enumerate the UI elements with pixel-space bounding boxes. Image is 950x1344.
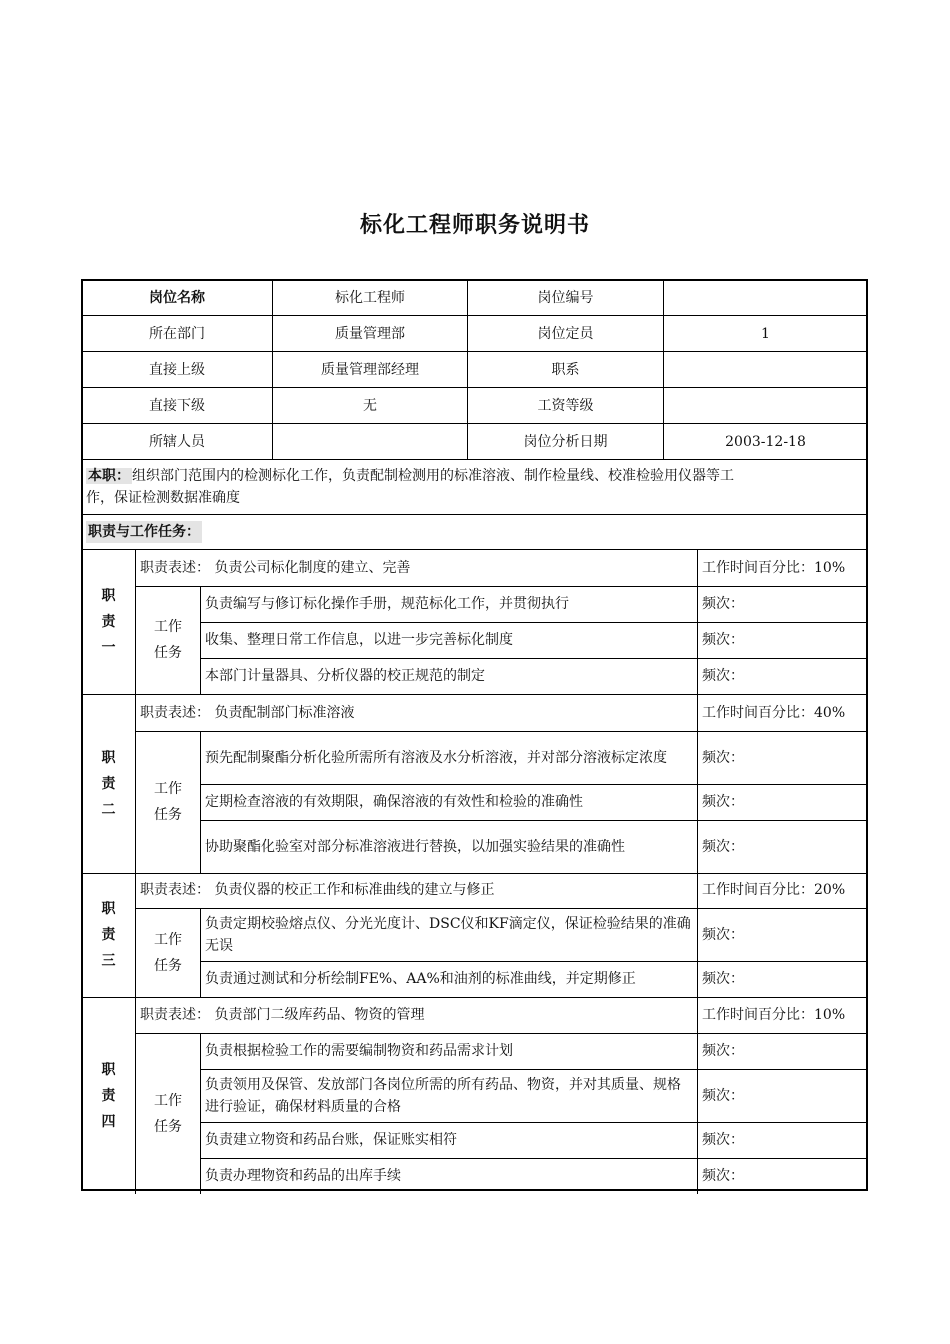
task-frequency: 频次： <box>702 1087 744 1104</box>
label-department: 所在部门 <box>149 325 205 342</box>
value-position-code <box>664 281 867 315</box>
task-frequency: 频次： <box>702 1168 744 1184</box>
task-frequency: 频次： <box>702 971 744 987</box>
value-analysis-date: 2003-12-18 <box>725 433 806 450</box>
task-text: 负责通过测试和分析绘制FE%、AA%和油剂的标准曲线，并定期修正 <box>205 971 636 987</box>
task-text: 负责编写与修订标化操作手册，规范标化工作，并贯彻执行 <box>205 596 569 612</box>
task-frequency: 频次： <box>702 838 744 855</box>
duty-label <box>82 550 135 694</box>
label-position-name: 岗位名称 <box>149 290 205 306</box>
value-job-family <box>664 352 867 387</box>
duty-label-char: 责 <box>101 776 116 792</box>
label-salary-grade: 工资等级 <box>537 397 594 414</box>
task-text: 负责定期校验熔点仪、分光光度计、DSC仪和KF滴定仪，保证检验结果的准确无误 <box>205 915 691 954</box>
value-supervisor: 质量管理部经理 <box>321 361 419 378</box>
task-text: 负责办理物资和药品的出库手续 <box>205 1168 401 1184</box>
duty-label <box>82 872 135 997</box>
duty-label-char: 责 <box>101 926 116 943</box>
task-label <box>136 586 200 694</box>
label-position-code: 岗位编号 <box>537 290 594 306</box>
task-frequency: 频次： <box>702 632 744 648</box>
duty-label-char: 二 <box>101 802 116 818</box>
duty-time-percent: 工作时间百分比：20% <box>702 882 846 898</box>
duty-label-char: 一 <box>101 640 116 656</box>
duty-label-char: 责 <box>101 1087 116 1104</box>
task-text: 定期检查溶液的有效期限，确保溶液的有效性和检验的准确性 <box>205 794 583 810</box>
duties-header: 职责与工作任务： <box>82 515 867 549</box>
task-text: 负责建立物资和药品台账，保证账实相符 <box>205 1132 457 1148</box>
value-staff <box>273 424 467 459</box>
duty-statement: 职责表述： 负责部门二级库药品、物资的管理 <box>140 1007 425 1023</box>
label-supervisor: 直接上级 <box>149 361 205 378</box>
task-text: 负责根据检验工作的需要编制物资和药品需求计划 <box>205 1043 513 1059</box>
duty-label-char: 职 <box>101 1061 116 1078</box>
value-position-name: 标化工程师 <box>335 290 405 306</box>
task-label <box>136 908 200 997</box>
task-label-part: 任务 <box>154 1118 182 1135</box>
task-label-part: 任务 <box>154 807 182 823</box>
task-frequency: 频次： <box>702 749 744 766</box>
duty-time-percent: 工作时间百分比：10% <box>702 560 846 576</box>
task-label-part: 工作 <box>154 1092 182 1109</box>
task-label-part: 任务 <box>154 645 182 661</box>
duty-label-char: 职 <box>101 750 116 766</box>
value-headcount: 1 <box>761 325 770 342</box>
label-job-family: 职系 <box>551 361 580 378</box>
task-label-part: 任务 <box>154 957 182 974</box>
summary-line-1: 组织部门范围内的检测标化工作，负责配制检测用的标准溶液、制作检量线、校准检验用仪器等工 <box>132 468 734 484</box>
task-label <box>136 731 200 873</box>
task-label-part: 工作 <box>154 781 182 797</box>
duty-label <box>82 695 135 873</box>
document-title: 标化工程师职务说明书 <box>359 213 590 238</box>
duty-label-char: 职 <box>101 588 116 604</box>
task-text: 本部门计量器具、分析仪器的校正规范的制定 <box>205 668 485 684</box>
task-text: 收集、整理日常工作信息，以进一步完善标化制度 <box>205 632 513 648</box>
task-text: 协助聚酯化验室对部分标准溶液进行替换，以加强实验结果的准确性 <box>205 838 625 855</box>
label-subordinate: 直接下级 <box>149 397 205 414</box>
task-frequency: 频次： <box>702 1043 744 1059</box>
duty-statement: 职责表述： 负责公司标化制度的建立、完善 <box>140 560 411 576</box>
task-frequency: 频次： <box>702 596 744 612</box>
duty-time-percent: 工作时间百分比：40% <box>702 705 846 721</box>
task-frequency: 频次： <box>702 926 744 943</box>
task-frequency: 频次： <box>702 668 744 684</box>
duty-label <box>82 997 135 1194</box>
task-frequency: 频次： <box>702 1132 744 1148</box>
task-frequency: 频次： <box>702 794 744 810</box>
value-department: 质量管理部 <box>335 325 405 342</box>
value-subordinate: 无 <box>363 397 377 414</box>
duty-label-char: 四 <box>101 1113 116 1130</box>
label-staff: 所辖人员 <box>149 433 205 450</box>
label-analysis-date: 岗位分析日期 <box>523 433 608 450</box>
value-salary-grade <box>664 388 867 423</box>
task-text: 预先配制聚酯分析化验所需所有溶液及水分析溶液，并对部分溶液标定浓度 <box>205 749 667 766</box>
duty-label-char: 职 <box>101 900 116 917</box>
task-label <box>136 1033 200 1194</box>
task-label-part: 工作 <box>154 619 182 635</box>
task-label-part: 工作 <box>154 931 182 948</box>
summary-line-2: 作，保证检测数据准确度 <box>86 490 240 506</box>
duty-statement: 职责表述： 负责仪器的校正工作和标准曲线的建立与修正 <box>140 882 495 898</box>
label-headcount: 岗位定员 <box>537 325 594 342</box>
duty-statement: 职责表述： 负责配制部门标准溶液 <box>140 705 355 721</box>
row-divider <box>82 459 867 460</box>
task-text: 负责领用及保管、发放部门各岗位所需的所有药品、物资，并对其质量、规格进行验证，确保材料质量的合格 <box>205 1076 681 1115</box>
duty-label-char: 三 <box>101 952 116 969</box>
duty-label-char: 责 <box>101 614 116 630</box>
job-summary <box>82 461 867 513</box>
duty-time-percent: 工作时间百分比：10% <box>702 1007 846 1023</box>
summary-label: 本职： <box>88 468 130 484</box>
